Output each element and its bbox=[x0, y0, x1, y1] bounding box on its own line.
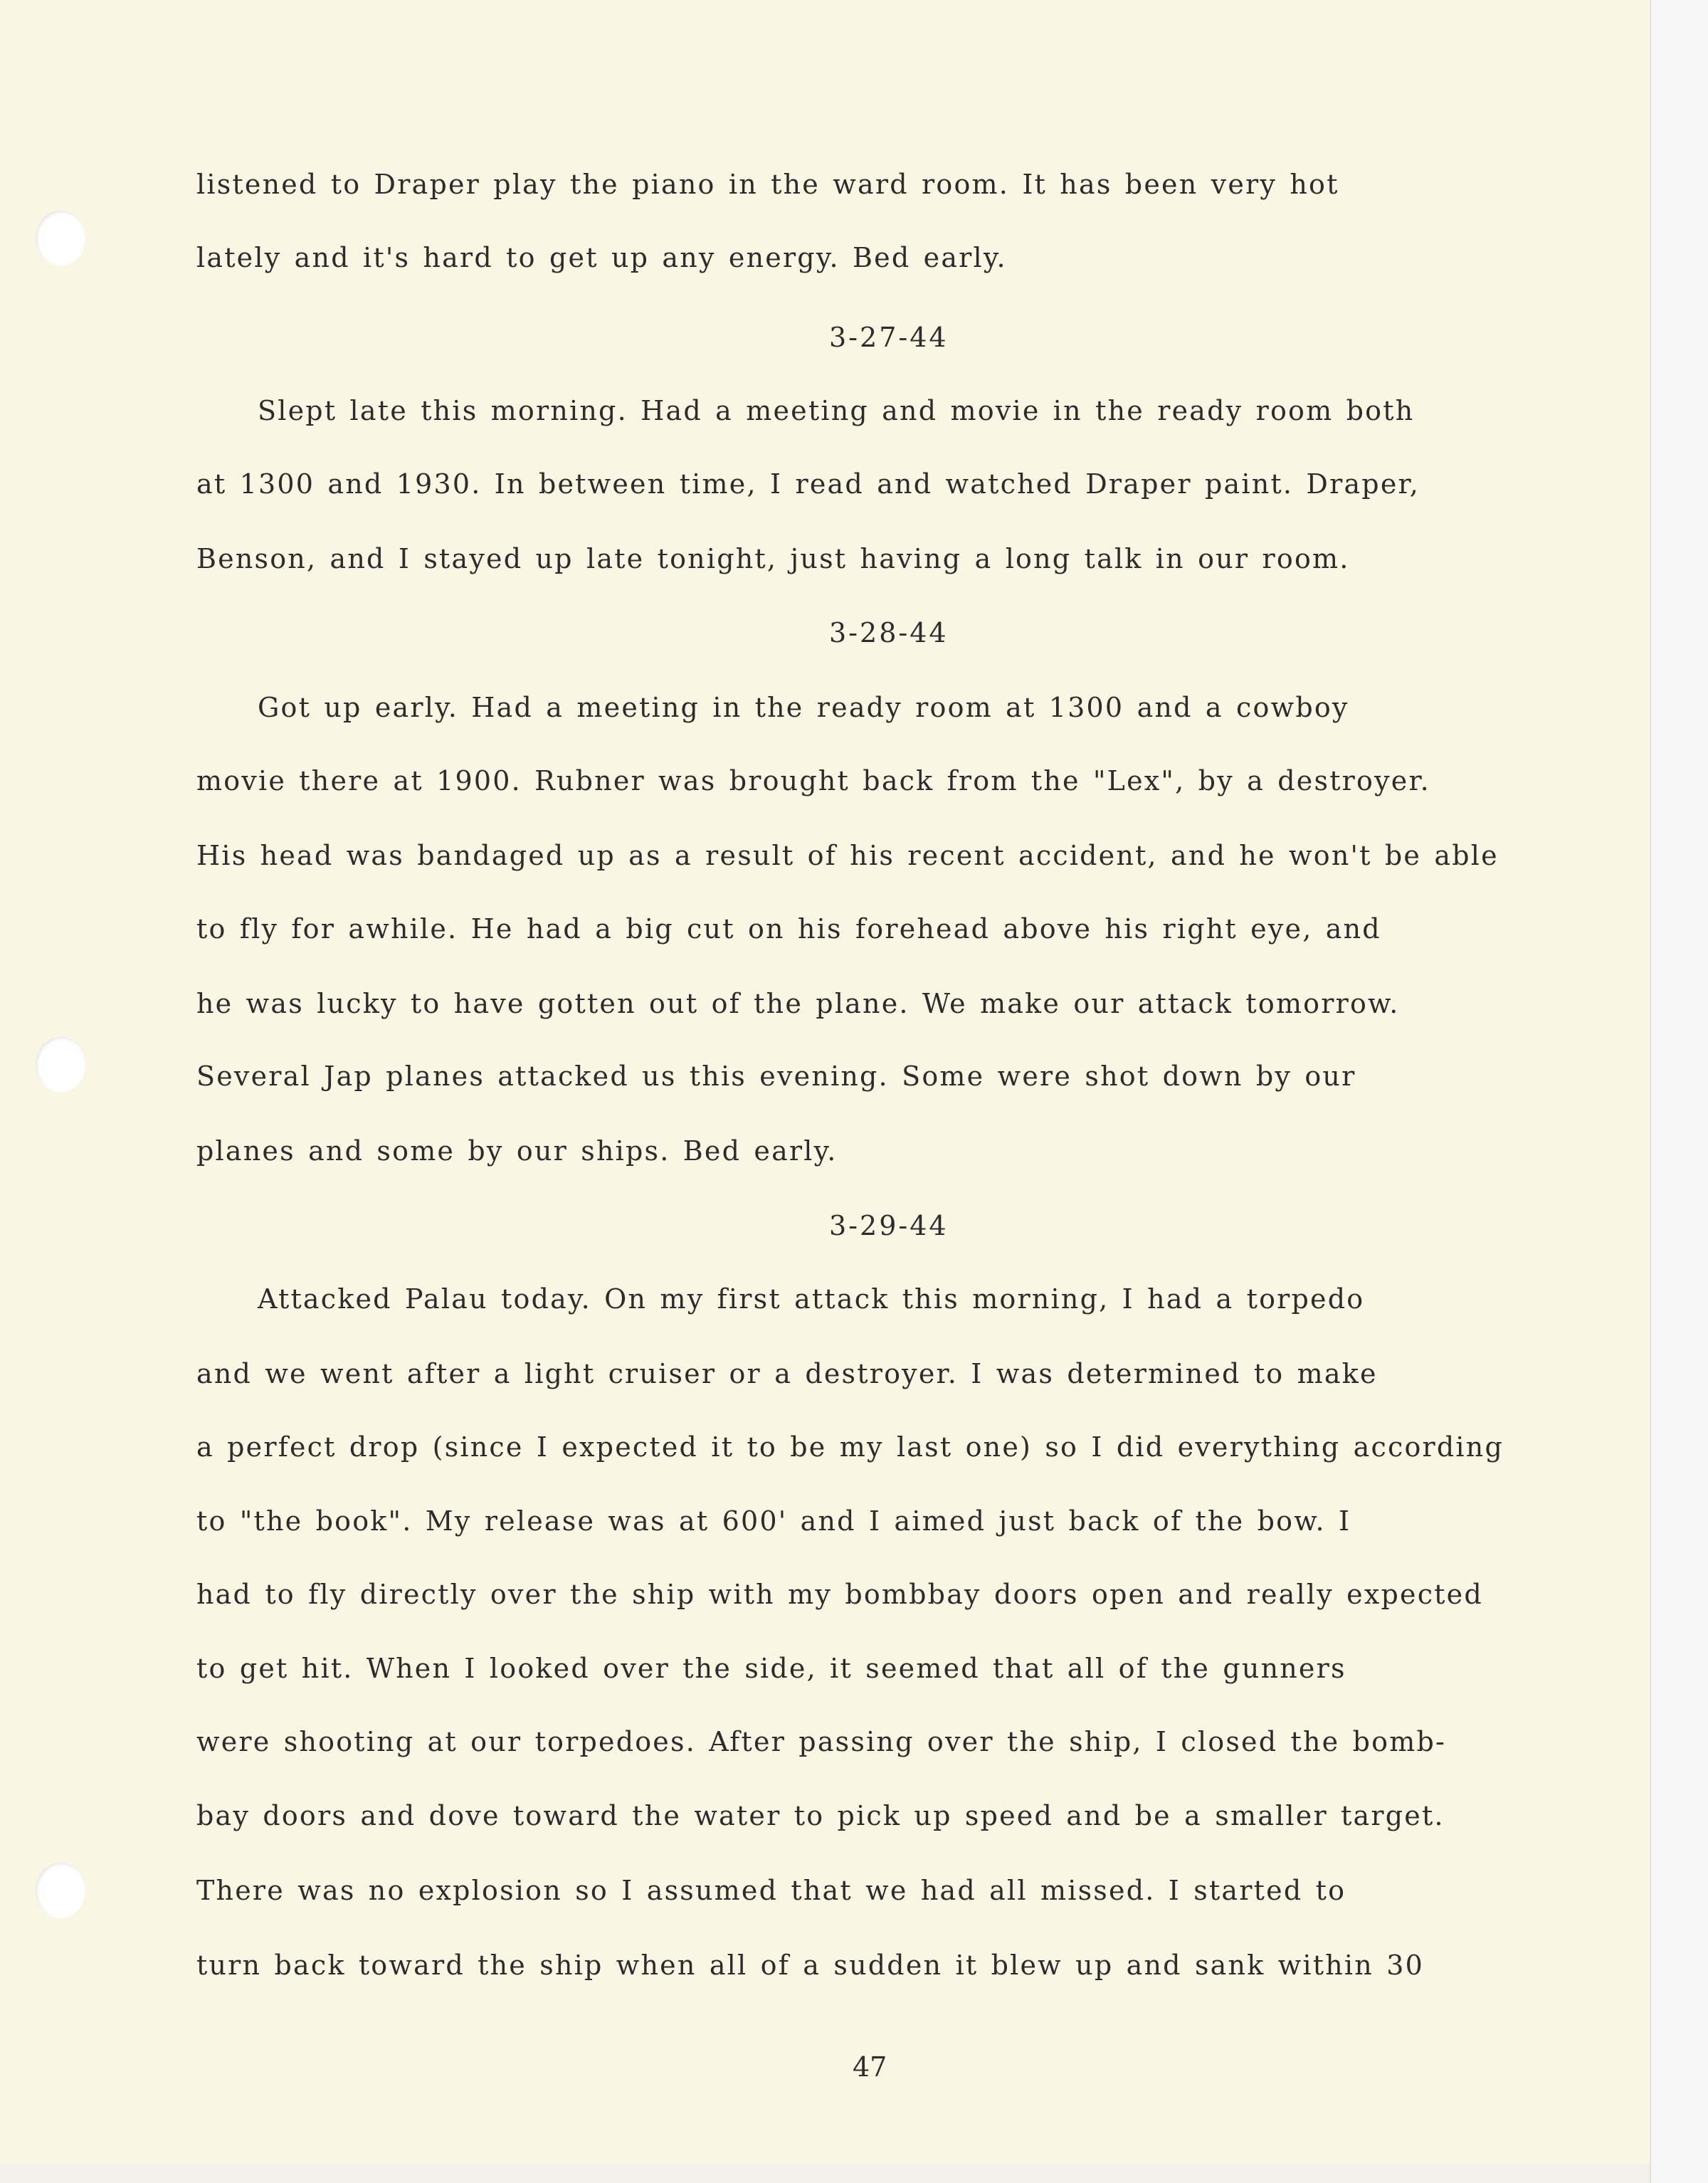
text-line: planes and some by our ships. Bed early. bbox=[196, 1135, 838, 1167]
text-line: Got up early. Had a meeting in the ready room at 1300 and a cowboy bbox=[258, 692, 1349, 723]
entry-date: 3-28-44 bbox=[829, 617, 949, 648]
entry-date: 3-27-44 bbox=[829, 322, 949, 353]
text-line: There was no explosion so I assumed that we had all missed. I started to bbox=[196, 1875, 1346, 1906]
text-line: bay doors and dove toward the water to pick up speed and be a smaller target. bbox=[196, 1800, 1445, 1831]
text-line: Several Jap planes attacked us this evening. Some were shot down by our bbox=[196, 1061, 1356, 1092]
text-line: movie there at 1900. Rubner was brought back from the "Lex", by a destroyer. bbox=[196, 765, 1430, 796]
text-line: to get hit. When I looked over the side, it seemed that all of the gunners bbox=[196, 1653, 1346, 1684]
text-line: turn back toward the ship when all of a sudden it blew up and sank within 30 bbox=[196, 1950, 1424, 1981]
binder-hole-top bbox=[36, 211, 85, 266]
text-line: Attacked Palau today. On my first attack this morning, I had a torpedo bbox=[258, 1283, 1365, 1315]
text-line: His head was bandaged up as a result of his recent accident, and he won't be able bbox=[196, 840, 1499, 871]
text-line: he was lucky to have gotten out of the plane. We make our attack tomorrow. bbox=[196, 988, 1400, 1019]
scan-margin-right bbox=[1650, 0, 1708, 2183]
text-line: Slept late this morning. Had a meeting and movie in the ready room both bbox=[258, 395, 1415, 426]
text-line: were shooting at our torpedoes. After passing over the ship, I closed the bomb- bbox=[196, 1726, 1447, 1757]
text-line: listened to Draper play the piano in the ward room. It has been very hot bbox=[196, 169, 1339, 200]
text-line: lately and it's hard to get up any energy. Bed early. bbox=[196, 242, 1007, 273]
text-line: to fly for awhile. He had a big cut on his forehead above his right eye, and bbox=[196, 913, 1381, 945]
text-line: at 1300 and 1930. In between time, I read and watched Draper paint. Draper, bbox=[196, 468, 1420, 500]
text-line: a perfect drop (since I expected it to be my last one) so I did everything according bbox=[196, 1431, 1504, 1463]
binder-hole-bottom bbox=[36, 1863, 85, 1918]
text-line: to "the book". My release was at 600' and I aimed just back of the bow. I bbox=[196, 1505, 1351, 1537]
text-line: Benson, and I stayed up late tonight, just having a long talk in our room. bbox=[196, 543, 1350, 574]
entry-date: 3-29-44 bbox=[829, 1210, 949, 1241]
text-line: had to fly directly over the ship with my bombbay doors open and really expected bbox=[196, 1579, 1483, 1610]
binder-hole-middle bbox=[36, 1037, 85, 1093]
text-line: and we went after a light cruiser or a destroyer. I was determined to make bbox=[196, 1358, 1378, 1389]
page-number: 47 bbox=[853, 2051, 887, 2083]
scan-margin-bottom bbox=[0, 2164, 1650, 2183]
